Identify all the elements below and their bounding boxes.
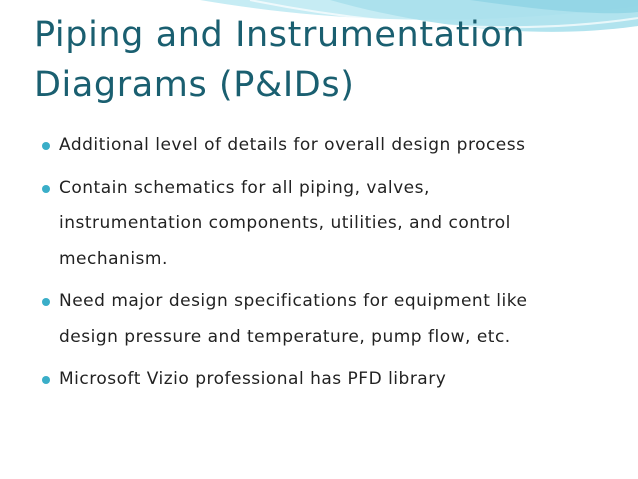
bullet-item <box>42 284 632 355</box>
bullet-item <box>42 128 632 164</box>
bullet-list <box>42 128 632 405</box>
slide-title-line-1: Piping and Instrumentation <box>34 15 526 55</box>
bullet-text: Microsoft Vizio professional has PFD library <box>59 369 447 389</box>
bullet-dot-icon <box>42 185 50 193</box>
slide-title-line-2: Diagrams (P&IDs) <box>34 65 355 105</box>
bullet-text: instrumentation components, utilities, and control <box>59 213 511 233</box>
bullet-text: mechanism. <box>59 248 168 269</box>
bullet-dot-icon <box>42 376 50 384</box>
bullet-text: design pressure and temperature, pump flow, etc. <box>59 326 511 347</box>
bullet-text: Need major design specifications for equipment like <box>59 291 528 311</box>
bullet-text: Additional level of details for overall design process <box>59 135 526 155</box>
bullet-text: Contain schematics for all piping, valves, <box>59 177 430 198</box>
bullet-item <box>42 171 632 278</box>
bullet-dot-icon <box>42 298 50 306</box>
bullet-dot-icon <box>42 142 50 150</box>
slide-title <box>34 10 525 110</box>
bullet-item <box>42 362 632 398</box>
